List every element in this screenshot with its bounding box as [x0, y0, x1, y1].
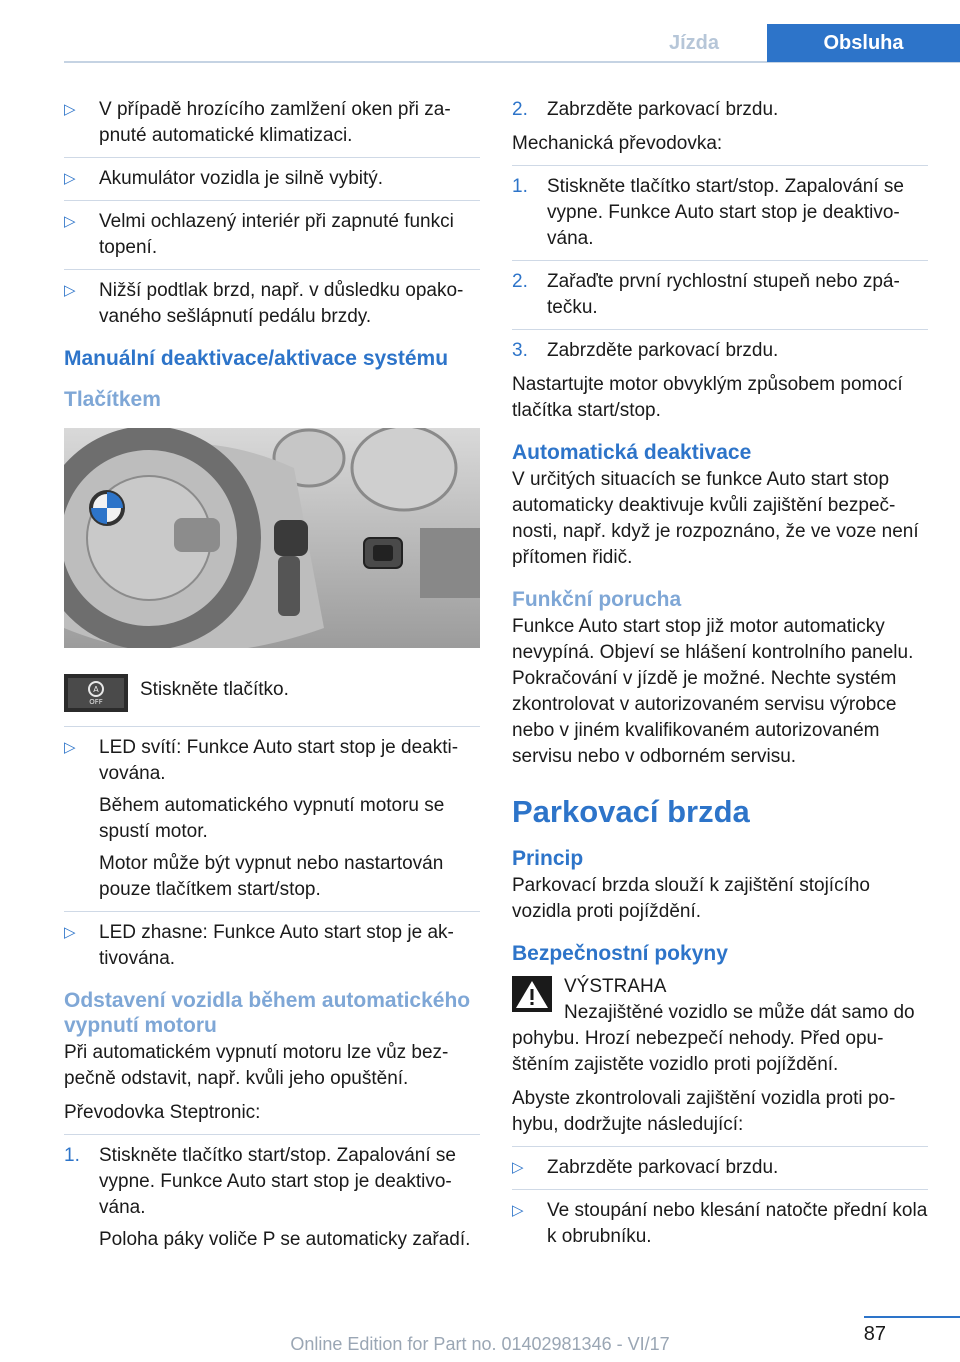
numbered-item-text: Zabrzděte parkovací brzdu.: [547, 340, 779, 361]
paragraph: Převodovka Steptronic:: [64, 1102, 261, 1123]
list-item-text: LED zhasne: Funkce Auto start stop je aktivována.: [99, 922, 454, 969]
divider: [64, 911, 480, 912]
page-number: 87: [863, 1323, 886, 1345]
heading-manual-deactivation: Manuální deaktivace/aktivace systému: [64, 347, 449, 370]
divider: [512, 260, 928, 261]
svg-text:OFF: OFF: [89, 698, 103, 706]
numbered-item: [512, 269, 928, 321]
heading-by-button: Tlačítkem: [64, 388, 161, 411]
number-marker: 2.: [512, 99, 528, 120]
list-item: [64, 166, 480, 192]
svg-text:A: A: [93, 685, 99, 694]
tab-obsluha[interactable]: Obsluha: [767, 24, 960, 62]
paragraph: V určitých situacích se funkce Auto start stop automaticky deaktivuje kvůli zajištění bezpečnosti, např. když je rozpoznáno, že ve voze není přítomen řidič.: [512, 469, 919, 568]
paragraph: Nastartujte motor obvyklým způsobem pomocí tlačítka start/stop.: [512, 374, 903, 421]
list-item-subtext: Motor může být vypnut nebo nastartován pouze tlačítkem start/stop.: [99, 853, 444, 900]
divider: [512, 329, 928, 330]
numbered-item: [64, 1143, 480, 1253]
numbered-item-subtext: Poloha páky voliče P se automaticky zařadí.: [99, 1229, 471, 1250]
numbered-item: [512, 97, 928, 123]
list-item: [512, 1155, 928, 1181]
bullet-marker: ▷: [64, 924, 76, 941]
list-item-text: V případě hrozícího zamlžení oken při zapnuté automatické klimatizaci.: [99, 99, 451, 146]
paragraph: Abyste zkontrolovali zajištění vozidla proti pohybu, dodržujte následující:: [512, 1088, 896, 1135]
list-item: [64, 920, 480, 972]
divider: [64, 157, 480, 158]
right-column: [512, 97, 928, 1258]
heading-principle: Princip: [512, 847, 584, 870]
list-item: [64, 278, 480, 330]
divider: [64, 200, 480, 201]
left-column: [64, 97, 480, 1261]
numbered-item-text: Stiskněte tlačítko start/stop. Zapalování se vypne. Funkce Auto start stop je deaktivována.: [99, 1145, 456, 1218]
bullet-marker: ▷: [64, 739, 76, 756]
press-button-text: Stiskněte tlačítko.: [140, 679, 289, 700]
paragraph: Funkce Auto start stop již motor automaticky nevypíná. Objeví se hlášení kontrolního panelu. Pokračování v jízdě je možné. Nechte systém zkontrolovat v autorizovaném servisu výrobce nebo v jiném kvalifikovaném autorizovaném servisu nebo v odborném servisu.: [512, 616, 914, 767]
edition-note: Online Edition for Part no. 01402981346 - VI/17: [290, 1334, 670, 1354]
tab-jizda[interactable]: Jízda: [668, 32, 719, 54]
divider: [512, 1189, 928, 1190]
number-marker: 2.: [512, 271, 528, 292]
warning-block: [512, 974, 928, 1078]
list-item-text: Akumulátor vozidla je silně vybitý.: [99, 168, 384, 189]
paragraph: Parkovací brzda slouží k zajištění stojícího vozidla proti pojíždění.: [512, 875, 870, 922]
divider: [512, 1146, 928, 1147]
bullet-marker: ▷: [64, 282, 76, 299]
footer-rule: [864, 1316, 960, 1318]
list-item-text: Nižší podtlak brzd, např. v důsledku opakovaného sešlápnutí pedálu brzdy.: [99, 280, 464, 327]
bullet-marker: ▷: [64, 101, 76, 118]
divider: [512, 165, 928, 166]
divider: [64, 269, 480, 270]
heading-safety-notes: Bezpečnostní pokyny: [512, 942, 728, 965]
numbered-item: [512, 338, 928, 364]
list-item: [64, 735, 480, 903]
page-header: [0, 0, 960, 64]
paragraph: Mechanická převodovka:: [512, 133, 723, 154]
list-item-text: LED svítí: Funkce Auto start stop je deaktivována.: [99, 737, 459, 784]
steering-wheel-photo: [64, 428, 480, 648]
list-item-text: Zabrzděte parkovací brzdu.: [547, 1157, 779, 1178]
divider: [64, 726, 480, 727]
bullet-marker: ▷: [64, 170, 76, 187]
warning-text: Nezajištěné vozidlo se může dát samo do pohybu. Hrozí nebezpečí nehody. Před opuštěním zajistěte vozidlo proti pojíždění.: [512, 1002, 915, 1075]
bullet-marker: ▷: [512, 1202, 524, 1219]
heading-parking-during-stop: Odstavení vozidla během automatického vypnutí motoru: [64, 989, 471, 1037]
warning-title: VÝSTRAHA: [564, 976, 667, 997]
numbered-item-text: Zařaďte první rychlostní stupeň nebo zpátečku.: [547, 271, 900, 318]
bullet-marker: ▷: [64, 213, 76, 230]
number-marker: 1.: [64, 1145, 80, 1166]
heading-automatic-deactivation: Automatická deaktivace: [512, 441, 752, 464]
list-item-text: Velmi ochlazený interiér při zapnuté funkci topení.: [99, 211, 454, 258]
list-item: [64, 97, 480, 149]
divider: [64, 1134, 480, 1135]
list-item: [512, 1198, 928, 1250]
list-item-text: Ve stoupání nebo klesání natočte přední kola k obrubníku.: [547, 1200, 928, 1247]
auto-start-stop-off-button-icon: [64, 674, 128, 712]
list-item: [64, 209, 480, 261]
numbered-item: [512, 174, 928, 252]
heading-malfunction: Funkční porucha: [512, 588, 682, 611]
heading-parking-brake: Parkovací brzda: [512, 794, 750, 829]
paragraph: Při automatickém vypnutí motoru lze vůz bezpečně odstavit, např. kvůli jeho opuštění.: [64, 1042, 449, 1089]
list-item-subtext: Během automatického vypnutí motoru se spustí motor.: [99, 795, 445, 842]
number-marker: 3.: [512, 340, 528, 361]
button-instruction: [64, 674, 480, 712]
warning-triangle-icon: [512, 976, 552, 1012]
numbered-item-text: Stiskněte tlačítko start/stop. Zapalování se vypne. Funkce Auto start stop je deaktivována.: [547, 176, 904, 249]
bullet-marker: ▷: [512, 1159, 524, 1176]
numbered-item-text: Zabrzděte parkovací brzdu.: [547, 99, 779, 120]
number-marker: 1.: [512, 176, 528, 197]
